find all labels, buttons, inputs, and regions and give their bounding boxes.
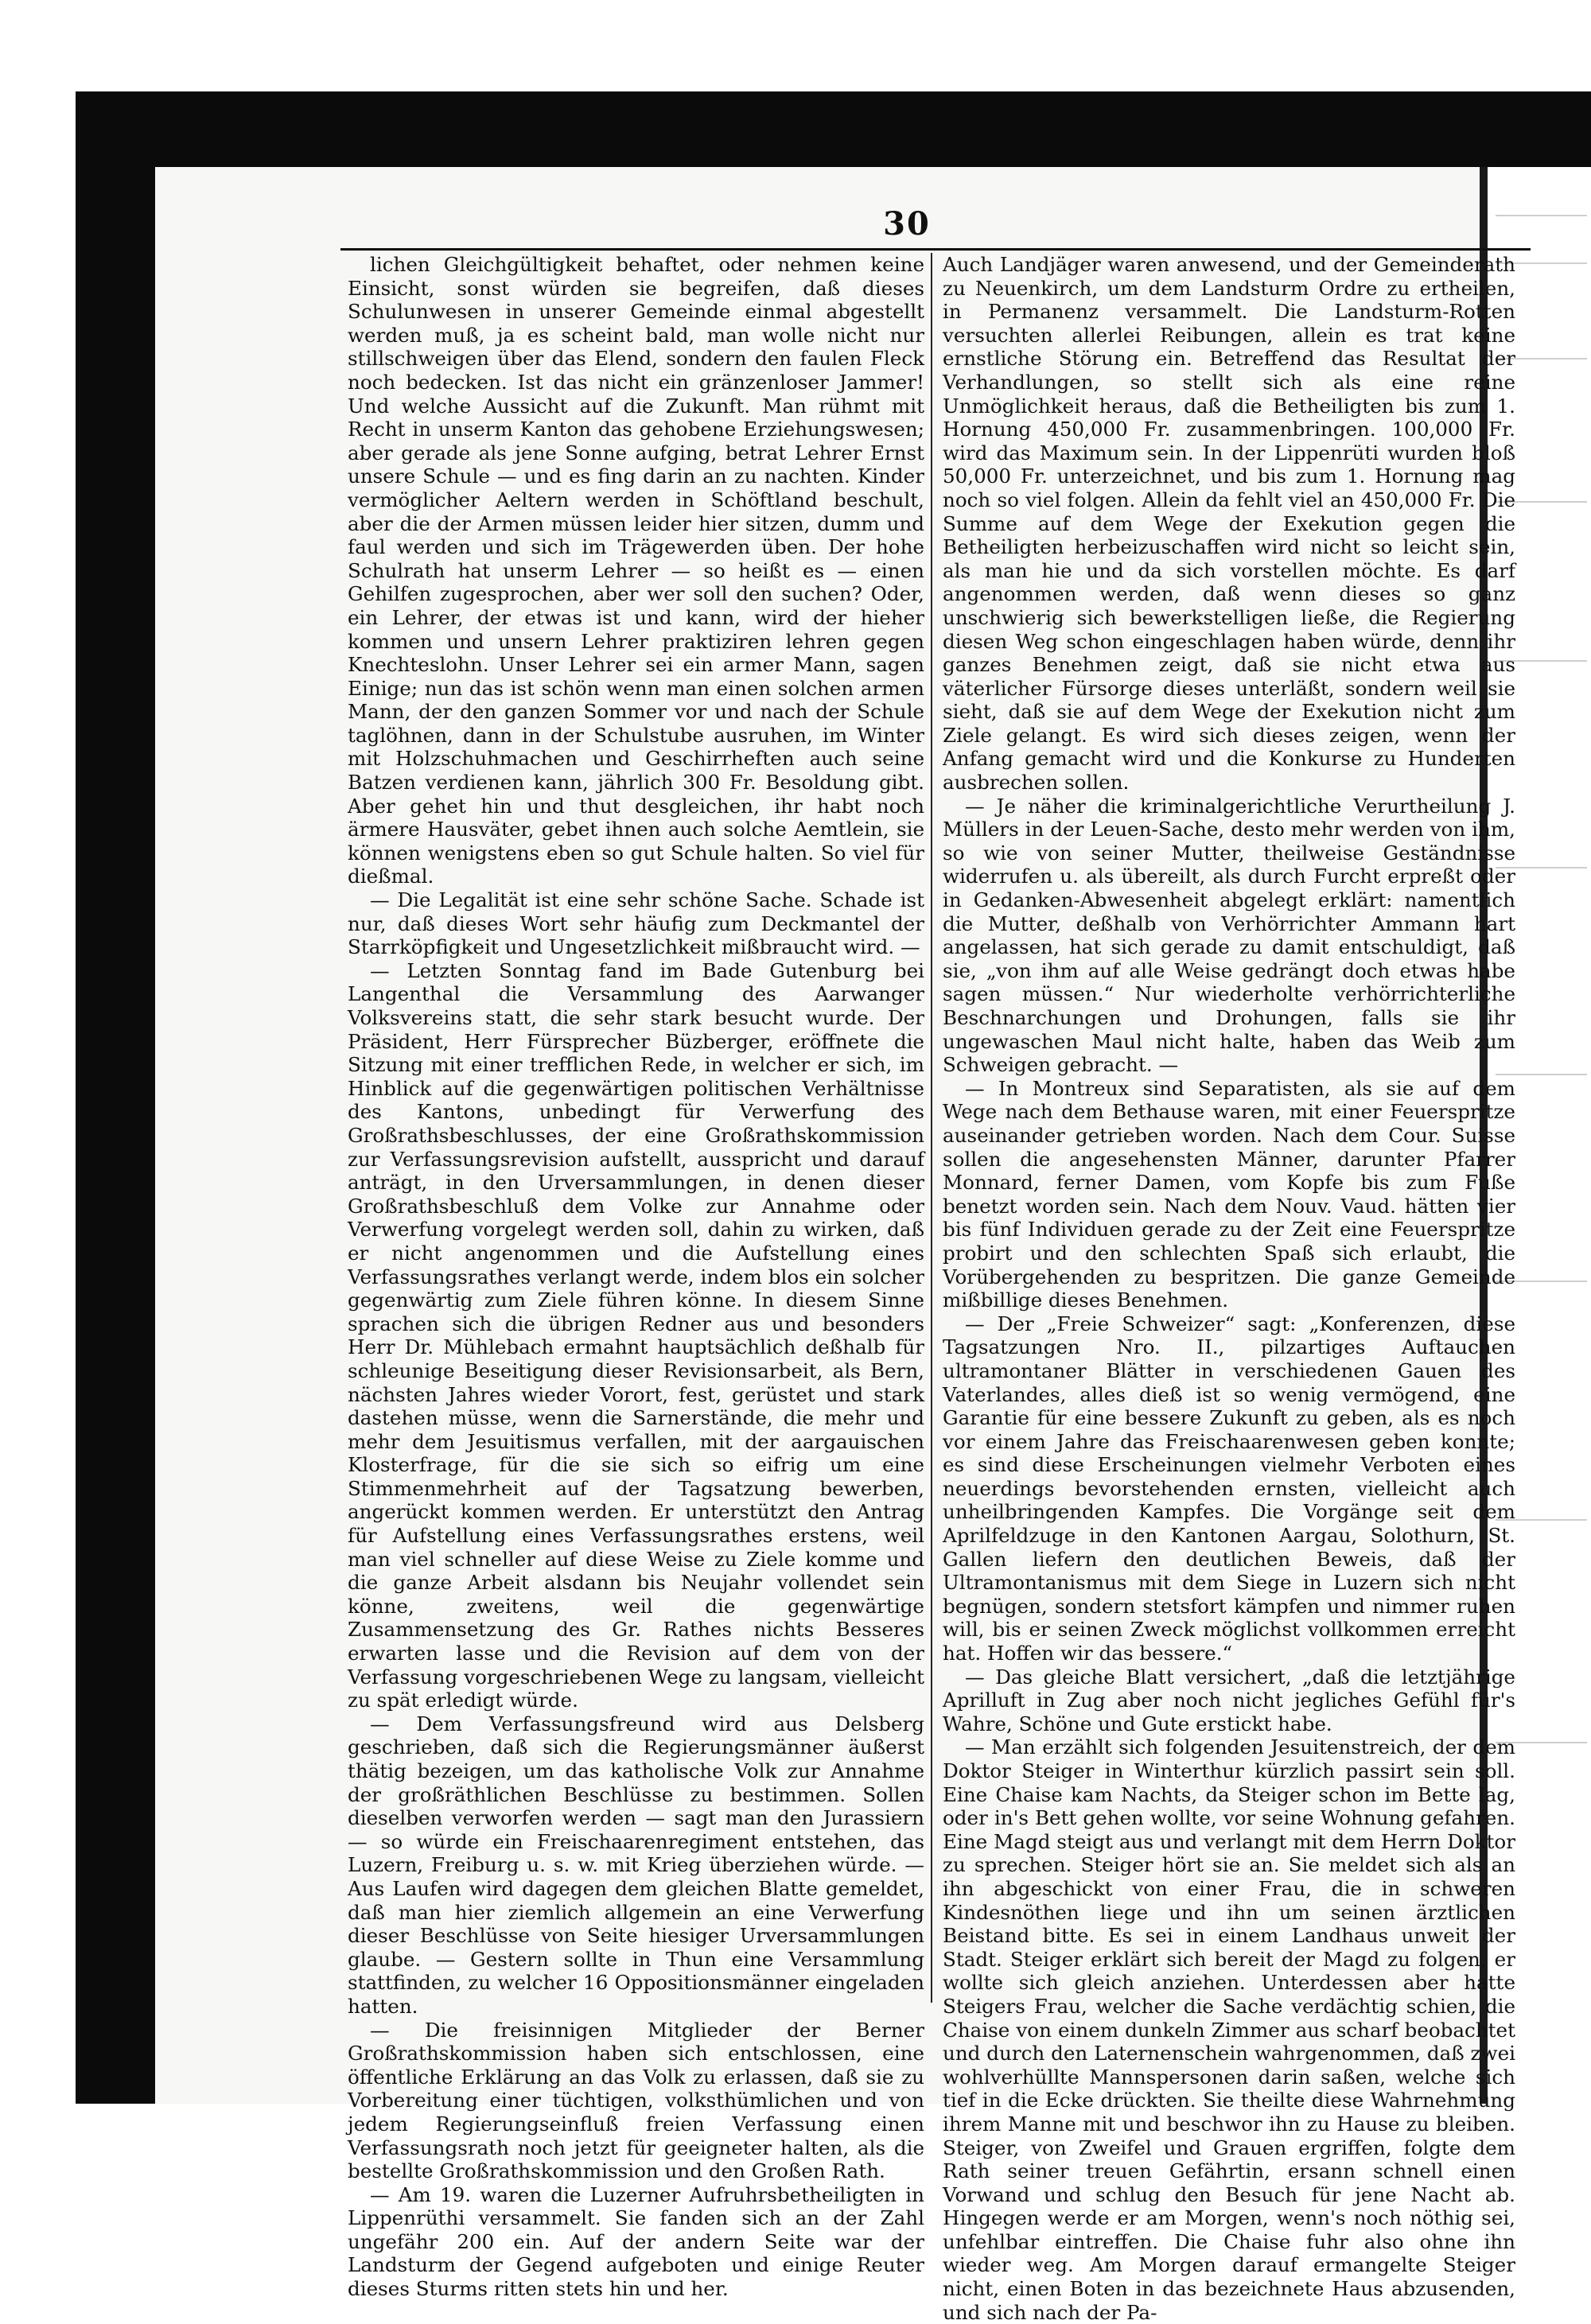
article-paragraph: — Der „Freie Schweizer“ sagt: „Konferenzen, diese Tagsatzungen Nro. II., pilzartiges Auftauchen ultramontaner Blätter in verschiedenen Gauen des Vaterlandes, alles dieß ist so wenig vermögend, eine Garantie für eine bessere Zukunft zu geben, als es noch vor einem Jahre das Freischaarenwesen geben konnte; es sind diese Erscheinungen vielmehr Verboten eines neuerdings bevorstehenden ernsten, vielleicht auch unheilbringenden Kampfes. Die Vorgänge seit dem Aprilfeldzuge in den Kantonen Aargau, Solothurn, St. Gallen liefern den deutlichen Beweis, daß der Ultramontanismus mit dem Siege in Luzern sich nicht begnügen, sondern stetsfort kämpfen und nimmer ruhen will, bis er seinen Zweck möglichst vollkommen erreicht hat. Hoffen wir das bessere.“ — [943, 1312, 1515, 1665]
header-rule — [340, 248, 1531, 251]
scan-margin-top — [0, 0, 1591, 91]
scan-border-top — [76, 91, 1591, 167]
article-paragraph: — Die freisinnigen Mitglieder der Berner Großrathskommission haben sich entschlossen, eine öffentliche Erklärung an das Volk zu erlassen, daß sie zu Vorbereitung einer tüchtigen, volksthümlichen und von jedem Regierungseinfluß freien Verfassung einen Verfassungsrath noch jetzt für geeigneter halten, als die bestellte Großrathskommission und den Großen Rath. — [348, 2018, 924, 2183]
page-number: 30 — [883, 205, 931, 243]
article-paragraph: lichen Gleichgültigkeit behaftet, oder nehmen keine Einsicht, sonst würden sie begreifen, daß dieses Schulunwesen in unserer Gemeinde einmal abgestellt werden muß, ja es scheint bald, man wolle nicht nur stillschweigen über das Elend, sondern den faulen Fleck noch bedecken. Ist das nicht ein gränzenloser Jammer! Und welche Aussicht auf die Zukunft. Man rühmt mit Recht in unserm Kanton das gehobene Erziehungswesen; aber gerade als jene Sonne aufging, betrat Lehrer Ernst unsere Schule — und es fing darin an zu nachten. Kinder vermöglicher Aeltern werden in Schöftland beschult, aber die der Armen müssen leider hier sitzen, dumm und faul werden und sich im Trägewerden üben. Der hohe Schulrath hat unserm Lehrer — so heißt es — einen Gehilfen zugesprochen, aber wer soll den suchen? Oder, ein Lehrer, der etwas ist und kann, wird der hieher kommen und unsern Lehrer praktiziren lehren gegen Knechteslohn. Unser Lehrer sei ein armer Mann, sagen Einige; nun das ist schön wenn man einen solchen armen Mann, der den ganzen Sommer vor und nach der Schule taglöhnen, dann in der Schulstube ausruhen, im Winter mit Holzschuhmachen und Geschirrheften auch seine Batzen verdienen kann, jährlich 300 Fr. Besoldung gibt. Aber gehet hin und thut desgleichen, ihr habt noch ärmere Hausväter, gebet ihnen auch solche Aemtlein, sie können wenigstens eben so gut Schule halten. So viel für dießmal. — [348, 253, 924, 888]
article-paragraph: — Man erzählt sich folgenden Jesuitenstreich, der dem Doktor Steiger in Winterthur kürzlich passirt sein soll. Eine Chaise kam Nachts, da Steiger schon im Bette lag, oder in's Bett gehen wollte, vor seine Wohnung gefahren. Eine Magd steigt aus und verlangt mit dem Herrn Doktor zu sprechen. Steiger hört sie an. Sie meldet sich als an ihn abgeschickt von einer Frau, die in schweren Kindesnöthen liege und ihn um seinen ärztlichen Beistand bitte. Es sei in einem Landhaus unweit der Stadt. Steiger erklärt sich bereit der Magd zu folgen, er wollte sich gleich anziehen. Unterdessen aber hatte Steigers Frau, welcher die Sache verdächtig schien, die Chaise von einem dunkeln Zimmer aus scharf beobachtet und durch den Laternenschein wahrgenommen, daß zwei wohlverhüllte Mannspersonen darin saßen, welche sich tief in die Ecke drückten. Sie theilte diese Wahrnehmung ihrem Manne mit und beschwor ihn zu Hause zu bleiben. Steiger, von Zweifel und Grauen ergriffen, folgte dem Rath seiner treuen Gefährtin, ersann schnell einen Vorwand und schlug den Besuch für jene Nacht ab. Hingegen werde er am Morgen, wenn's noch nöthig sei, unfehlbar eintreffen. Die Chaise fuhr also ohne ihn wieder weg. Am Morgen darauf ermangelte Steiger nicht, einen Boten in das bezeichnete Haus abzusenden, und sich nach der Pa- — [943, 1735, 1515, 2324]
article-paragraph: — Das gleiche Blatt versichert, „daß die letztjährige Aprilluft in Zug aber noch nicht jegliches Gefühl für's Wahre, Schöne und Gute erstickt habe. — [943, 1665, 1515, 1735]
article-paragraph: — Dem Verfassungsfreund wird aus Delsberg geschrieben, daß sich die Regierungsmänner äußerst thätig bezeigen, um das katholische Volk zur Annahme der großräthlichen Beschlüsse zu bestimmen. Sollen dieselben verworfen werden — sagt man den Jurassiern — so würde ein Freischaarenregiment entstehen, das Luzern, Freiburg u. s. w. mit Krieg überziehen würde. — Aus Laufen wird dagegen dem gleichen Blatte gemeldet, daß man hier ziemlich allgemein an eine Verwerfung dieser Beschlüsse von Seite hiesiger Urversammlungen glaube. — Gestern sollte in Thun eine Versammlung stattfinden, zu welcher 16 Oppositionsmänner eingeladen hatten. — [348, 1712, 924, 2018]
column-divider — [931, 253, 932, 2003]
article-paragraph: — Die Legalität ist eine sehr schöne Sache. Schade ist nur, daß dieses Wort sehr häufig zum Deckmantel der Starrköpfigkeit und Ungesetzlichkeit mißbraucht wird. — — [348, 888, 924, 959]
article-paragraph: — Je näher die kriminalgerichtliche Verurtheilung J. Müllers in der Leuen-Sache, desto mehr werden von ihm, so wie von seiner Mutter, theilweise Geständnisse widerrufen u. als übereilt, als durch Furcht erpreßt oder in Gedanken-Abwesenheit abgelegt erklärt: namentlich die Mutter, deßhalb von Verhörrichter Ammann hart angelassen, hat sich gerade zu damit entschuldigt, daß sie, „von ihm auf alle Weise gedrängt doch etwas habe sagen müssen.“ Nur wiederholte verhörrichterliche Beschnarchungen und Drohungen, falls sie ihr ungewaschen Maul nicht halte, haben das Weib zum Schweigen gebracht. — — [943, 794, 1515, 1077]
article-paragraph: — Letzten Sonntag fand im Bade Gutenburg bei Langenthal die Versammlung des Aarwanger Volksvereins statt, die sehr stark besucht wurde. Der Präsident, Herr Fürsprecher Büzberger, eröffnete die Sitzung mit einer trefflichen Rede, in welcher er sich, im Hinblick auf die gegenwärtigen politischen Verhältnisse des Kantons, unbedingt für Verwerfung des Großrathsbeschlusses, der eine Großrathskommission zur Verfassungsrevision aufstellt, ausspricht und darauf anträgt, in den Urversammlungen, in denen dieser Großrathsbeschluß dem Volke zur Annahme oder Verwerfung vorgelegt werden soll, dahin zu wirken, daß er nicht angenommen und die Aufstellung eines Verfassungsrathes verlangt werde, indem blos ein solcher gegenwärtig zum Ziele führen könne. In diesem Sinne sprachen sich die übrigen Redner aus und besonders Herr Dr. Mühlebach ermahnt hauptsächlich deßhalb für schleunige Beseitigung dieser Revisionsarbeit, als Bern, nächsten Jahres wieder Vorort, fest, gerüstet und stark dastehen müsse, wenn die Sarnerstände, die mehr und mehr dem Jesuitismus verfallen, mit der aargauischen Klosterfrage, für die sie sich so eifrig um eine Stimmenmehrheit auf der Tagsatzung bewerben, angerückt kommen werden. Er unterstützt den Antrag für Aufstellung eines Verfassungsrathes erstens, weil man viel schneller auf diese Weise zu Ziele komme und die ganze Arbeit alsdann bis Neujahr vollendet sein könne, zweitens, weil die gegenwärtige Zusammensetzung des Gr. Rathes nichts Besseres erwarten lasse und die Revision auf dem von der Verfassung vorgeschriebenen Wege zu langsam, vielleicht zu spät erledigt würde. — [348, 958, 924, 1712]
article-paragraph: Auch Landjäger waren anwesend, und der Gemeinderath zu Neuenkirch, um dem Landsturm Ordre zu ertheilen, in Permanenz versammelt. Die Landsturm-Rotten versuchten allerlei Reibungen, allein es trat keine ernstliche Störung ein. Betreffend das Resultat der Verhandlungen, so stellt sich als eine reine Unmöglichkeit heraus, daß die Betheiligten bis zum 1. Hornung 450,000 Fr. zusammenbringen. 100,000 Fr. wird das Maximum sein. In der Lippenrüti wurden bloß 50,000 Fr. unterzeichnet, und bis zum 1. Hornung mag noch so viel folgen. Allein da fehlt viel an 450,000 Fr. Die Summe auf dem Wege der Exekution gegen die Betheiligten herbeizuschaffen wird nicht so leicht sein, als man hie und da sich vorstellen möchte. Es darf angenommen werden, daß wenn dieses so ganz unschwierig sich bewerkstelligen ließe, die Regierung diesen Weg schon eingeschlagen haben würde, denn ihr ganzes Benehmen zeigt, daß sie nicht etwa aus väterlicher Fürsorge dieses unterläßt, sondern weil sie sieht, daß sie auf dem Wege der Exekution nicht zum Ziele gelangt. Es wird sich dieses zeigen, wenn der Anfang gemacht wird und die Konkurse zu Hunderten ausbrechen sollen. — [943, 253, 1515, 795]
article-paragraph: — In Montreux sind Separatisten, als sie auf dem Wege nach dem Bethause waren, mit einer Feuerspritze auseinander getrieben worden. Nach dem Cour. Suisse sollen die angesehensten Männer, darunter Pfarrer Monnard, ferner Damen, vom Kopfe bis zum Fuße benetzt worden sein. Nach dem Nouv. Vaud. hätten vier bis fünf Individuen gerade zu der Zeit eine Feuerspritze probirt und den schlechten Spaß sich erlaubt, die Vorübergehenden zu bespritzen. Die ganze Gemeinde mißbillige dieses Benehmen. — [943, 1076, 1515, 1312]
left-column — [348, 253, 924, 2301]
article-paragraph: — Am 19. waren die Luzerner Aufruhrsbetheiligten in Lippenrüthi versammelt. Sie fanden sich an der Zahl ungefähr 200 ein. Auf der andern Seite war der Landsturm der Gegend aufgeboten und einige Reuter dieses Sturms ritten stets hin und her. — [348, 2182, 924, 2301]
right-column — [943, 253, 1515, 2324]
scan-border-left — [76, 91, 155, 2104]
